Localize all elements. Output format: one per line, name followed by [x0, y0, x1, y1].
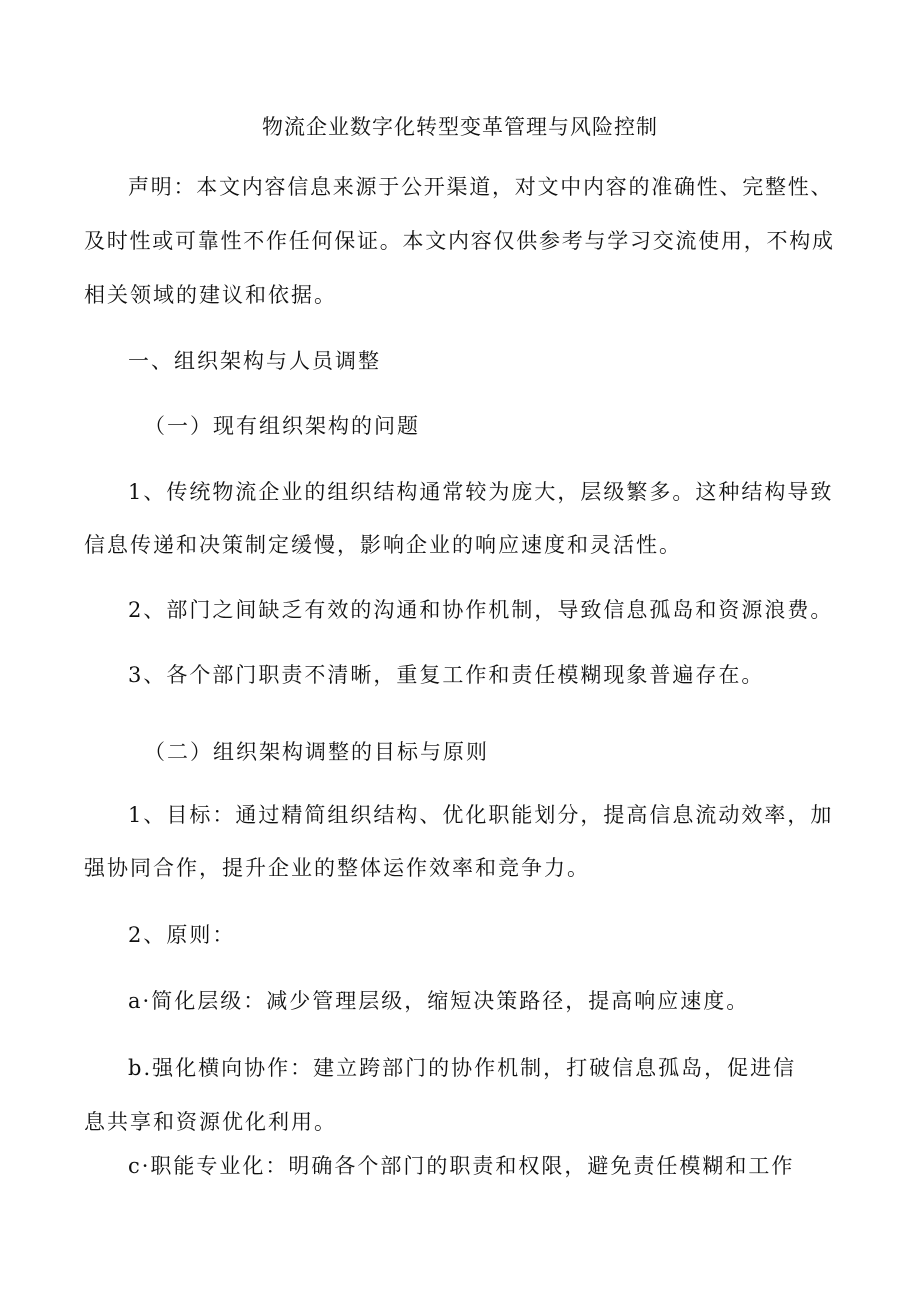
principle-c-line-1: c·职能专业化：明确各个部门的职责和权限，避免责任模糊和工作	[128, 1154, 795, 1178]
principle-b-line-2: 息共享和资源优化利用。	[84, 1110, 337, 1134]
paragraph-item-1-line-1: 1、传统物流企业的组织结构通常较为庞大，层级繁多。这种结构导致	[128, 480, 834, 504]
goal-line-2: 强协同合作，提升企业的整体运作效率和竞争力。	[84, 856, 590, 880]
disclaimer-line-3: 相关领域的建议和依据。	[84, 283, 337, 307]
paragraph-item-2: 2、部门之间缺乏有效的沟通和协作机制，导致信息孤岛和资源浪费。	[128, 598, 834, 622]
subsection-heading-1: （一）现有组织架构的问题	[144, 414, 420, 438]
principle-a: a·简化层级：减少管理层级，缩短决策路径，提高响应速度。	[128, 989, 750, 1013]
goal-line-1: 1、目标：通过精简组织结构、优化职能划分，提高信息流动效率，加	[128, 803, 834, 827]
section-heading: 一、组织架构与人员调整	[128, 349, 381, 373]
principles-label: 2、原则：	[128, 923, 236, 947]
document-title: 物流企业数字化转型变革管理与风险控制	[262, 115, 658, 139]
subsection-heading-2: （二）组织架构调整的目标与原则	[144, 740, 489, 764]
disclaimer-line-2: 及时性或可靠性不作任何保证。本文内容仅供参考与学习交流使用，不构成	[84, 229, 835, 253]
disclaimer-line-1: 声明：本文内容信息来源于公开渠道，对文中内容的准确性、完整性、	[128, 175, 834, 199]
paragraph-item-1-line-2: 信息传递和决策制定缓慢，影响企业的响应速度和灵活性。	[84, 533, 682, 557]
principle-b-line-1: b.强化横向协作：建立跨部门的协作机制，打破信息孤岛，促进信	[128, 1056, 797, 1080]
paragraph-item-3: 3、各个部门职责不清晰，重复工作和责任模糊现象普遍存在。	[128, 663, 765, 687]
